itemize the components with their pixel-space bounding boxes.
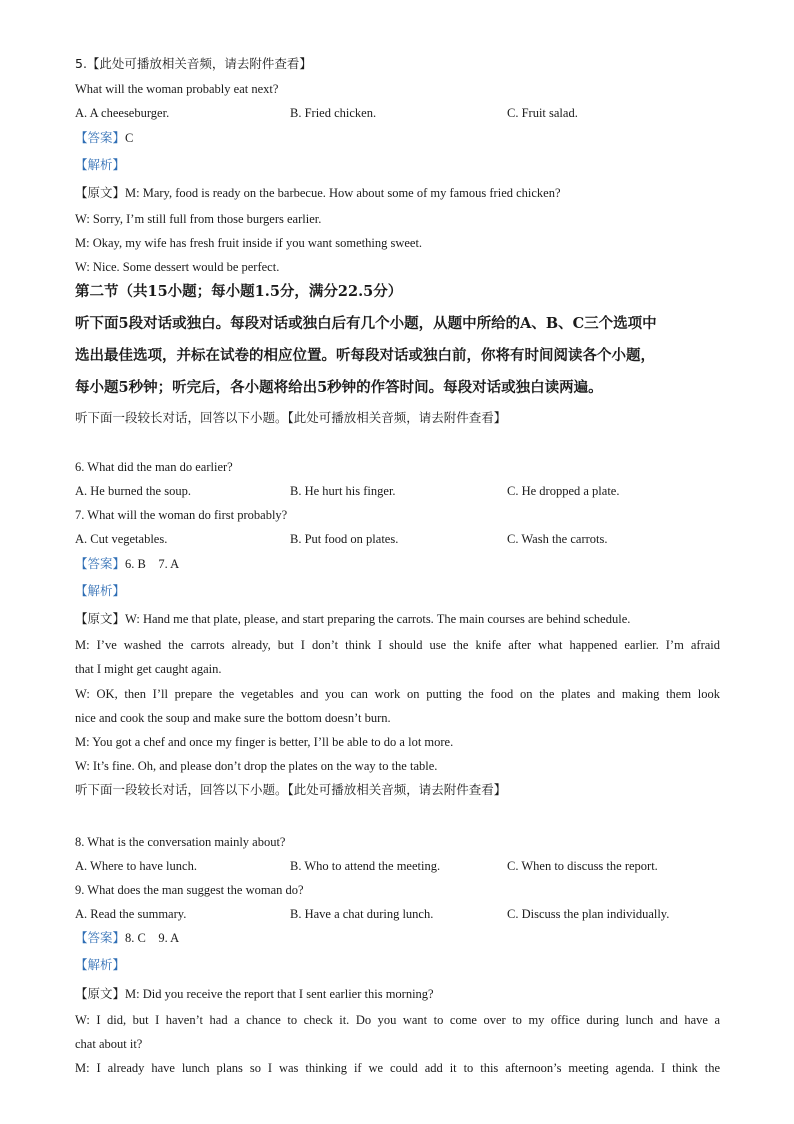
- q5-title: 5.【此处可播放相关音频，请去附件查看】: [75, 56, 312, 71]
- group-intro: 听下面一段较长对话，回答以下小题。【此处可播放相关音频，请去附件查看】: [75, 410, 507, 425]
- q8-option-a: A. Where to have lunch.: [75, 859, 197, 873]
- transcript-text: W: Hand me that plate, please, and start preparing the carrots. The main courses are behind schedule.: [125, 612, 631, 626]
- q5-transcript-line: [75, 185, 561, 201]
- group1-transcript-line: M: I’ve washed the carrots already, but I don’t think I should use the knife after what happened earlier. I’m afraid: [75, 638, 720, 652]
- group1-transcript-line: nice and cook the soup and make sure the bottom doesn’t burn.: [75, 711, 391, 725]
- q5-option-b: B. Fried chicken.: [290, 106, 377, 120]
- q5-transcript-line: W: Nice. Some dessert would be perfect.: [75, 260, 280, 274]
- group1-analysis-label: 【解析】: [75, 583, 126, 598]
- answer-value: 8. C 9. A: [125, 931, 180, 945]
- q9-option-b: B. Have a chat during lunch.: [290, 907, 434, 921]
- group2-transcript-line: M: I already have lunch plans so I was thinking if we could add it to this afternoon’s meeting agenda. I think the: [75, 1061, 720, 1075]
- q9-option-a: A. Read the summary.: [75, 907, 187, 921]
- q5-answer: [75, 130, 133, 146]
- transcript-text: M: Mary, food is ready on the barbecue. How about some of my famous fried chicken?: [125, 186, 561, 200]
- transcript-text: M: Did you receive the report that I sent earlier this morning?: [125, 987, 434, 1001]
- group1-transcript-line: [75, 611, 630, 627]
- q9-question: 9. What does the man suggest the woman do?: [75, 883, 304, 897]
- q5-question: What will the woman probably eat next?: [75, 82, 279, 96]
- group2-transcript-line: W: I did, but I haven’t had a chance to check it. Do you want to come over to my office during lunch and have a: [75, 1013, 720, 1027]
- q6-option-c: C. He dropped a plate.: [507, 484, 620, 498]
- answer-value: 6. B 7. A: [125, 557, 180, 571]
- section-heading: 第二节（共15小题；每小题1.5分，满分22.5分）: [75, 283, 403, 300]
- transcript-label: 【原文】: [75, 611, 126, 626]
- answer-label: 【答案】: [75, 556, 126, 571]
- group1-transcript-line: W: It’s fine. Oh, and please don’t drop the plates on the way to the table.: [75, 759, 438, 773]
- q7-option-b: B. Put food on plates.: [290, 532, 399, 546]
- q5-option-c: C. Fruit salad.: [507, 106, 578, 120]
- q9-option-c: C. Discuss the plan individually.: [507, 907, 670, 921]
- group1-transcript-line: M: You got a chef and once my finger is better, I’ll be able to do a lot more.: [75, 735, 454, 749]
- group2-transcript-line: chat about it?: [75, 1037, 143, 1051]
- group2-analysis-label: 【解析】: [75, 957, 126, 972]
- answer-label: 【答案】: [75, 930, 126, 945]
- group2-transcript-line: [75, 986, 434, 1002]
- q7-question: 7. What will the woman do first probably?: [75, 508, 288, 522]
- answer-value: C: [125, 131, 134, 145]
- group1-transcript-line: that I might get caught again.: [75, 662, 222, 676]
- q5-transcript-line: W: Sorry, I’m still full from those burgers earlier.: [75, 212, 322, 226]
- answer-label: 【答案】: [75, 130, 126, 145]
- group1-answer: [75, 556, 179, 572]
- q5-transcript-line: M: Okay, my wife has fresh fruit inside if you want something sweet.: [75, 236, 423, 250]
- q5-analysis-label: 【解析】: [75, 157, 126, 172]
- section-instructions: 选出最佳选项，并标在试卷的相应位置。听每段对话或独白前，你将有时间阅读各个小题，: [75, 347, 655, 364]
- q6-question: 6. What did the man do earlier?: [75, 460, 233, 474]
- section-instructions: 每小题5秒钟；听完后，各小题将给出5秒钟的作答时间。每段对话或独白读两遍。: [75, 379, 603, 396]
- group2-answer: [75, 930, 179, 946]
- section-instructions: 听下面5段对话或独白。每段对话或独白后有几个小题，从题中所给的A、B、C三个选项中: [75, 315, 657, 332]
- q8-option-c: C. When to discuss the report.: [507, 859, 658, 873]
- group-intro: 听下面一段较长对话，回答以下小题。【此处可播放相关音频，请去附件查看】: [75, 782, 507, 797]
- q6-option-b: B. He hurt his finger.: [290, 484, 396, 498]
- transcript-label: 【原文】: [75, 185, 126, 200]
- transcript-label: 【原文】: [75, 986, 126, 1001]
- q7-option-c: C. Wash the carrots.: [507, 532, 608, 546]
- q5-option-a: A. A cheeseburger.: [75, 106, 170, 120]
- q8-question: 8. What is the conversation mainly about?: [75, 835, 286, 849]
- q8-option-b: B. Who to attend the meeting.: [290, 859, 441, 873]
- q6-option-a: A. He burned the soup.: [75, 484, 191, 498]
- q7-option-a: A. Cut vegetables.: [75, 532, 168, 546]
- group1-transcript-line: W: OK, then I’ll prepare the vegetables and you can work on putting the food on the plates and making them look: [75, 687, 720, 701]
